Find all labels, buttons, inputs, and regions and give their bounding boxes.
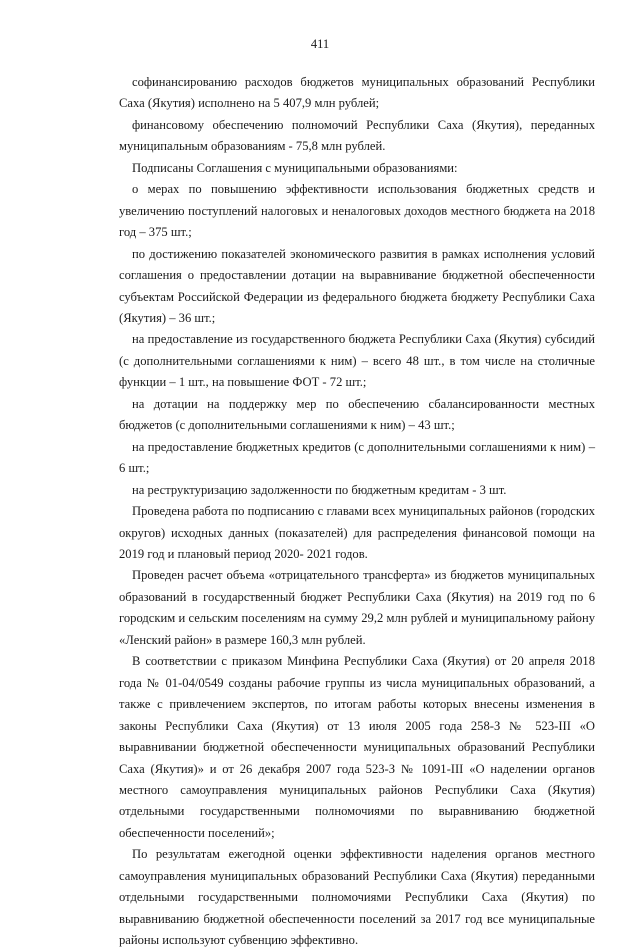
document-body <box>119 72 595 952</box>
page-number: 411 <box>310 37 330 51</box>
paragraph-budget-credits: на предоставление бюджетных кредитов (с дополнительными соглашениями к ним) – 6 шт.; <box>119 439 595 476</box>
paragraph-initial-data: Проведена работа по подписанию с главами всех муниципальных районов (городских округов) исходных данных (показателей) для распределения финансовой помощи на 2019 год и плановый период 2020- 2021 годов. <box>119 504 595 561</box>
paragraph-working-groups: В соответствии с приказом Минфина Республики Саха (Якутия) от 20 апреля 2018 года № 01-04/0549 созданы рабочие группы из числа муниципальных образований, а также с привлечением экспертов, по итогам работы которых внесены изменения в законы Республики Саха (Якутия) от 13 июля 2005 года 258-З № 523-III «О выравнивании бюджетной обеспеченности муниципальных образований Республики Саха (Якутия)» и от 26 декабря 2007 года 523-З № 1091-III «О наделении органов местного самоуправления муниципальных районов Республики Саха (Якутия) отдельными государственными полномочиями по выравниванию бюджетной обеспеченности поселений»; <box>119 654 595 840</box>
paragraph-efficiency-assessment: По результатам ежегодной оценки эффективности наделения органов местного самоуправления муниципальных образований Республики Саха (Якутия) переданными отдельными государственными полномочиями Республики Саха (Якутия) по выравниванию бюджетной обеспеченности поселений за 2017 год все муниципальные районы используют субвенцию эффективно. <box>119 847 595 948</box>
paragraph-financial-support: финансовому обеспечению полномочий Республики Саха (Якутия), переданных муниципальным образованиям - 75,8 млн рублей. <box>119 117 595 154</box>
paragraph-subsidies: на предоставление из государственного бюджета Республики Саха (Якутия) субсидий (с дополнительными соглашениями к ним) – всего 48 шт., в том числе на столичные функции – 1 шт., на повышение ФОТ - 72 шт.; <box>119 332 595 390</box>
paragraph-economic-indicators: по достижению показателей экономического развития в рамках исполнения условий соглашения о предоставлении дотации на выравнивание бюджетной обеспеченности субъектам Российской Федерации из федерального бюджета бюджету Республики Саха (Якутия) – 36 шт.; <box>119 246 595 325</box>
paragraph-efficiency-measures: о мерах по повышению эффективности использования бюджетных средств и увеличению поступлений налоговых и неналоговых доходов местного бюджета на 2018 год – 375 шт.; <box>119 182 595 240</box>
paragraph-debt-restructuring: на реструктуризацию задолженности по бюджетным кредитам - 3 шт. <box>132 482 507 497</box>
paragraph-subsidies-balance: на дотации на поддержку мер по обеспечению сбалансированности местных бюджетов (с дополнительными соглашениями к ним) – 43 шт.; <box>119 396 595 433</box>
paragraph-negative-transfer: Проведен расчет объема «отрицательного трансферта» из бюджетов муниципальных образований в государственный бюджет Республики Саха (Якутия) на 2019 год по 6 городским и сельским поселениям на сумму 29,2 млн рублей и муниципальному району «Ленский район» в размере 160,3 млн рублей. <box>119 568 595 647</box>
paragraph-cofinancing: софинансированию расходов бюджетов муниципальных образований Республики Саха (Якутия) исполнено на 5 407,9 млн рублей; <box>119 75 595 111</box>
paragraph-agreements-signed: Подписаны Соглашения с муниципальными образованиями: <box>132 160 458 175</box>
